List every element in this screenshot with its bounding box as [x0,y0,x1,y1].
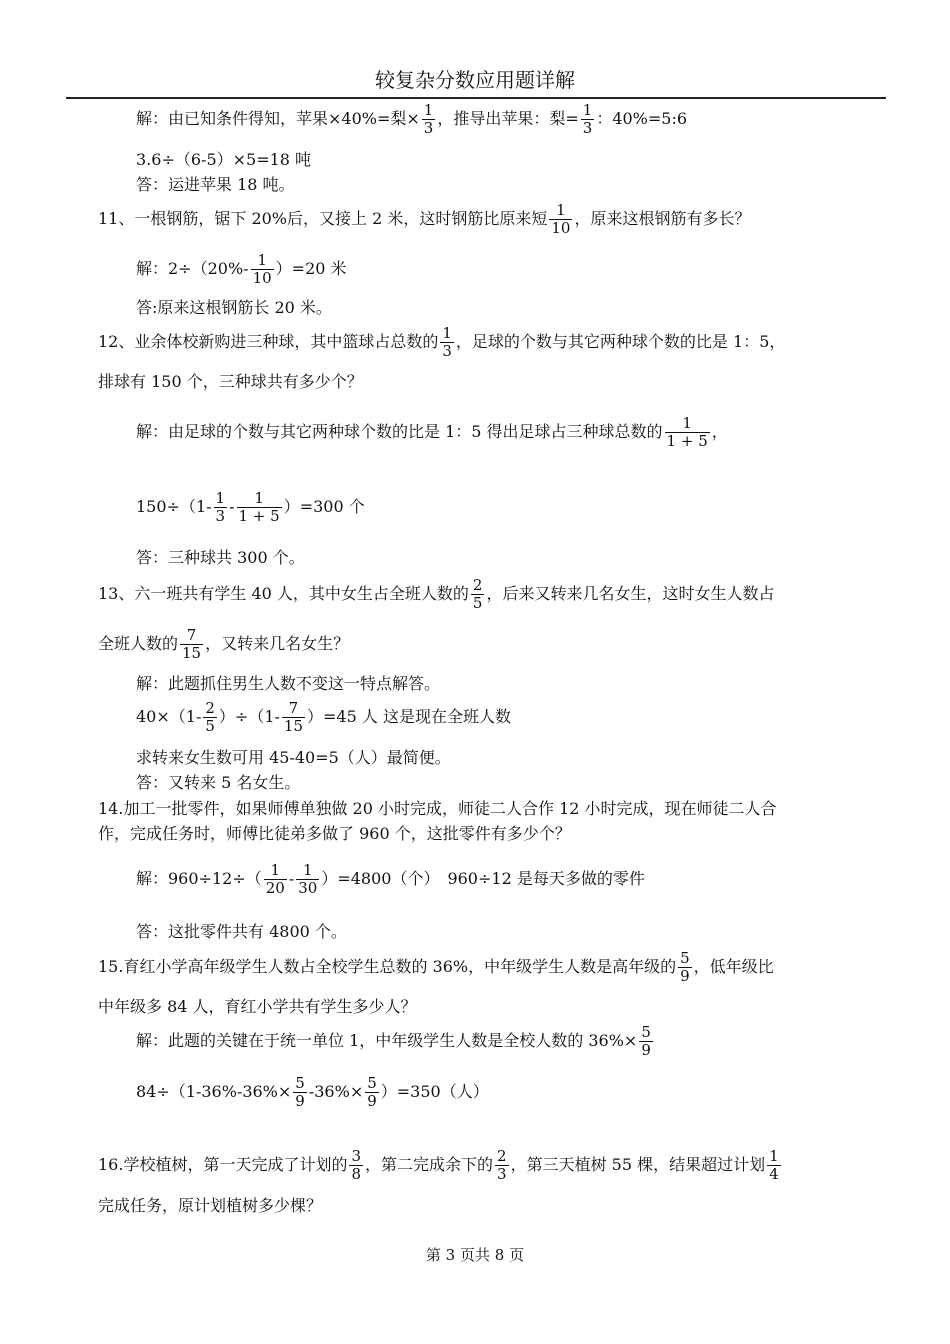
fraction: $\frac{5}{9}$ [680,949,690,985]
solution-15-calc: 84÷（1-36%-36%× $\frac{5}{9}$ -36%× $\frac{5}{9}$ ）=350（人） [136,1074,489,1110]
fraction: $\frac{3}{8}$ [351,1147,361,1183]
solution-13-note: 求转来女生数可用 45-40=5（人）最简便。 [136,748,451,767]
fraction: $\frac{1}{30}$ [298,861,318,897]
answer-12: 答：三种球共 300 个。 [136,548,305,567]
solution-12: 解：由足球的个数与其它两种球个数的比是 1：5 得出足球占三种球总数的 $\frac{1}{1 + 5}$ ， [136,414,728,450]
solution-13-calc: 40×（1- $\frac{2}{5}$ ）÷（1- $\frac{7}{15}$ ）=45 人 这是现在全班人数 [136,699,511,735]
fraction: $\frac{1}{4}$ [769,1147,779,1183]
fraction: $\frac{1}{3}$ [423,101,434,137]
question-12: 12、业余体校新购进三种球，其中篮球占总数的 $\frac{1}{3}$ ，足球的个数与其它两种球个数的比是 1：5， [98,324,786,360]
solution-14: 解：960÷12÷（ $\frac{1}{20}$ - $\frac{1}{30}$ ）=4800（个） 960÷12 是每天多做的零件 [136,861,645,897]
fraction: $\frac{2}{5}$ [205,699,215,735]
fraction: $\frac{7}{15}$ [283,699,303,735]
solution-12-calc: 150÷（1- $\frac{1}{3}$ - $\frac{1}{1 + 5}$ ）=300 个 [136,489,365,525]
answer-line: 答：运进苹果 18 吨。 [136,175,295,194]
solution-line: 3.6÷（6-5）×5=18 吨 [136,150,312,169]
fraction: $\frac{2}{5}$ [472,576,483,612]
solution-11: 解：2÷（20%- $\frac{1}{10}$ ）=20 米 [136,251,347,287]
question-16-cont: 完成任务，原计划植树多少棵？ [98,1196,323,1215]
answer-14: 答：这批零件共有 4800 个。 [136,922,347,941]
solution-15: 解：此题的关键在于统一单位 1，中年级学生人数是全校人数的 36%× $\frac{5}{9}$ [136,1023,651,1059]
fraction: $\frac{1}{3}$ [582,101,593,137]
fraction: $\frac{5}{9}$ [641,1023,651,1059]
question-15: 15.育红小学高年级学生人数占全校学生总数的 36%，中年级学生人数是高年级的 $\frac{5}{9}$ ，低年级比 [98,949,774,985]
fraction: $\frac{2}{3}$ [497,1147,507,1183]
question-16: 16.学校植树，第一天完成了计划的 $\frac{3}{8}$ ，第二完成余下的 $\frac{2}{3}$ ，第三天植树 55 棵，结果超过计划 $\frac{1}{4}$ [98,1147,779,1183]
fraction: $\frac{7}{15}$ [182,626,202,662]
answer-11: 答:原来这根钢筋长 20 米。 [136,298,332,317]
solution-13: 解：此题抓住男生人数不变这一特点解答。 [136,674,441,693]
question-13: 13、六一班共有学生 40 人，其中女生占全班人数的 $\frac{2}{5}$ ，后来又转来几名女生，这时女生人数占 [98,576,775,612]
text: 解：由已知条件得知，苹果×40%=梨× [136,109,420,128]
solution-line [136,102,687,137]
fraction: $\frac{1}{10}$ [252,251,272,287]
page-header-title: 较复杂分数应用题详解 [375,68,575,92]
text: ：40%=5:6 [596,109,688,128]
question-12-cont: 排球有 150 个，三种球共有多少个？ [98,372,363,391]
fraction: $\frac{1}{3}$ [442,324,452,360]
page-footer: 第 3 页共 8 页 [425,1246,525,1264]
question-13-cont: 全班人数的 $\frac{7}{15}$ ，又转来几名女生？ [98,626,350,662]
fraction: $\frac{1}{3}$ [215,489,226,525]
fraction: $\frac{1}{20}$ [265,861,285,897]
fraction: $\frac{1}{10}$ [551,201,571,237]
text: ，推导出苹果：梨= [437,109,579,128]
question-11: 11、一根钢筋，锯下 20%后，又接上 2 米，这时钢筋比原来短 $\frac{1}{10}$ ，原来这根钢筋有多长？ [98,201,751,237]
answer-13: 答：又转来 5 名女生。 [136,773,301,792]
fraction: $\frac{1}{1 + 5}$ [238,489,280,525]
fraction: $\frac{1}{1 + 5}$ [666,414,708,450]
question-14-cont: 作，完成任务时，师傅比徒弟多做了 960 个，这批零件有多少个？ [98,824,571,843]
fraction: $\frac{5}{9}$ [367,1074,377,1110]
question-14: 14.加工一批零件，如果师傅单独做 20 小时完成，师徒二人合作 12 小时完成，现在师徒二人合 [98,799,777,818]
header-rule [66,97,886,99]
fraction: $\frac{5}{9}$ [295,1074,305,1110]
question-15-cont: 中年级多 84 人，育红小学共有学生多少人？ [98,997,417,1016]
